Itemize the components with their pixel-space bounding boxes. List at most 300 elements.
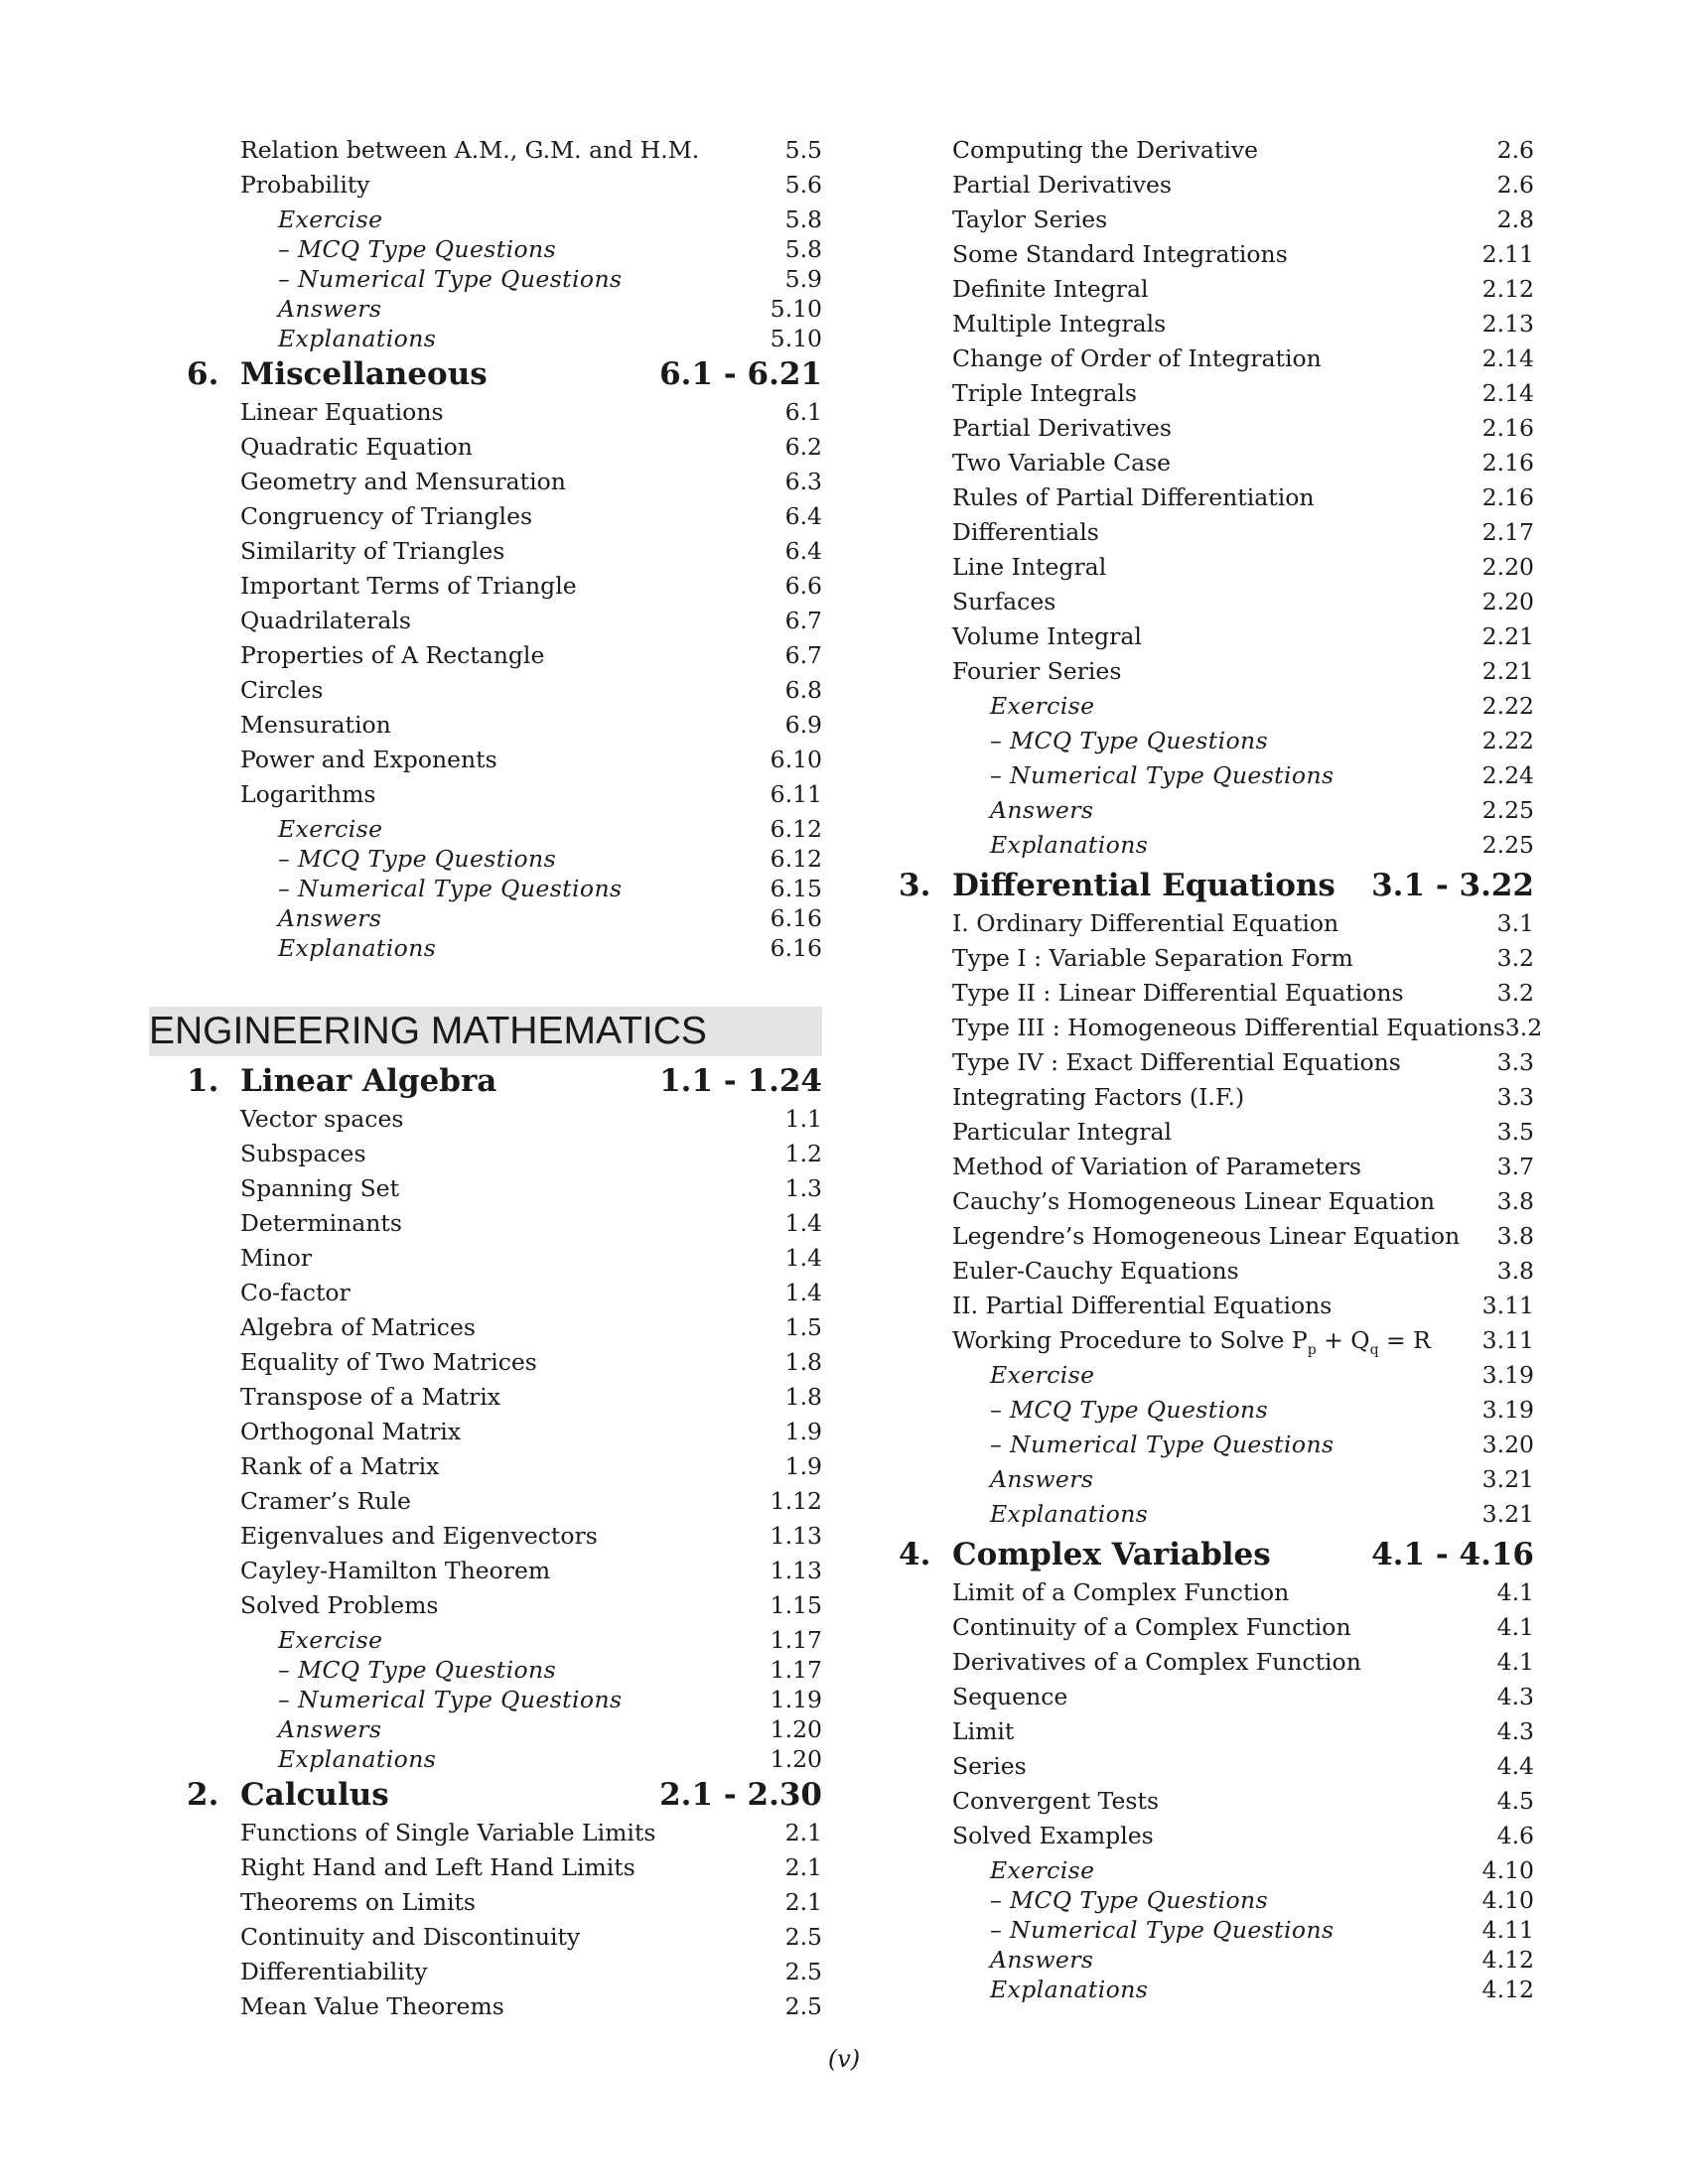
toc-entry-page: 1.9 xyxy=(784,1452,822,1480)
toc-entry-page: 5.9 xyxy=(784,265,822,293)
toc-entry-page: 1.8 xyxy=(784,1383,822,1411)
toc-entry-title: – MCQ Type Questions xyxy=(278,1656,557,1684)
toc-entry[interactable] xyxy=(187,502,822,540)
toc-entry-page: 3.2 xyxy=(1496,979,1534,1007)
formula-subscript-p: p xyxy=(1307,1342,1317,1358)
toc-entry-page: 6.12 xyxy=(770,815,822,843)
toc-entry-page: 6.3 xyxy=(784,468,822,495)
toc-entry-title: Answers xyxy=(990,796,1094,824)
toc-entry[interactable] xyxy=(899,414,1534,452)
toc-entry-page: 3.3 xyxy=(1496,1048,1534,1076)
toc-entry-title: – Numerical Type Questions xyxy=(990,761,1335,789)
toc-entry-title xyxy=(899,1326,1431,1358)
toc-entry-page: 2.5 xyxy=(784,1923,822,1951)
toc-entry-page: 1.19 xyxy=(770,1686,822,1713)
toc-entry-title: II. Partial Differential Equations xyxy=(952,1292,1333,1319)
toc-entry-title: Exercise xyxy=(278,205,383,233)
toc-entry-page: 2.25 xyxy=(1481,796,1534,824)
toc-entry[interactable] xyxy=(187,711,822,749)
toc-entry-page: 4.1 xyxy=(1496,1613,1534,1641)
toc-entry[interactable] xyxy=(899,1976,1534,2008)
toc-entry[interactable] xyxy=(899,1500,1534,1538)
toc-entry-title: Exercise xyxy=(990,1856,1095,1884)
toc-entry[interactable] xyxy=(187,1244,822,1282)
toc-entry[interactable] xyxy=(187,815,822,848)
toc-entry-page: 2.16 xyxy=(1481,483,1534,511)
toc-entry[interactable] xyxy=(899,240,1534,278)
toc-entry-page: 6.7 xyxy=(784,607,822,634)
chapter-title: Complex Variables xyxy=(952,1537,1271,1572)
toc-entry[interactable] xyxy=(187,171,822,208)
toc-entry-title: Series xyxy=(952,1752,1027,1780)
toc-entry[interactable] xyxy=(187,1418,822,1455)
toc-entry-title: Surfaces xyxy=(952,588,1056,615)
toc-entry[interactable] xyxy=(187,1819,822,1856)
chapter-title: Differential Equations xyxy=(952,868,1336,903)
toc-entry[interactable] xyxy=(899,657,1534,695)
toc-entry-page: 6.8 xyxy=(784,676,822,704)
toc-entry-title: Properties of A Rectangle xyxy=(240,641,545,669)
toc-entry[interactable] xyxy=(899,1083,1534,1121)
toc-entry[interactable] xyxy=(187,1853,822,1891)
toc-entry[interactable] xyxy=(187,1958,822,1995)
toc-entry-title: Convergent Tests xyxy=(952,1787,1160,1815)
toc-entry-page: 6.4 xyxy=(784,502,822,530)
toc-entry-page: 5.8 xyxy=(784,235,822,263)
toc-entry[interactable] xyxy=(899,344,1534,382)
toc-entry[interactable] xyxy=(899,1822,1534,1859)
toc-entry-page: 2.5 xyxy=(784,1992,822,2020)
toc-entry-title: Right Hand and Left Hand Limits xyxy=(240,1853,635,1881)
toc-entry-title: Power and Exponents xyxy=(240,746,497,773)
toc-entry-title: Answers xyxy=(278,295,382,323)
toc-entry-title: Orthogonal Matrix xyxy=(240,1418,462,1445)
toc-entry-title: Exercise xyxy=(990,1361,1095,1389)
toc-entry[interactable] xyxy=(187,1313,822,1351)
page-number: (v) xyxy=(827,2045,861,2073)
toc-list xyxy=(899,1578,1534,2008)
toc-entry[interactable] xyxy=(187,1591,822,1629)
toc-entry-page: 6.9 xyxy=(784,711,822,739)
toc-entry-working-procedure[interactable] xyxy=(899,1326,1534,1364)
toc-entry[interactable] xyxy=(899,979,1534,1017)
toc-entry-title: Method of Variation of Parameters xyxy=(952,1153,1361,1180)
toc-entry[interactable] xyxy=(187,295,822,328)
toc-entry-title: Geometry and Mensuration xyxy=(240,468,566,495)
toc-entry-page: 4.1 xyxy=(1496,1648,1534,1676)
toc-entry-title: Legendre’s Homogeneous Linear Equation xyxy=(952,1222,1461,1250)
toc-entry-page: 3.8 xyxy=(1496,1222,1534,1250)
toc-entry[interactable] xyxy=(899,588,1534,625)
toc-entry-title: Explanations xyxy=(990,831,1149,859)
toc-entry[interactable] xyxy=(899,796,1534,834)
toc-entry[interactable] xyxy=(187,875,822,907)
toc-entry[interactable] xyxy=(899,727,1534,764)
toc-entry-page: 2.21 xyxy=(1481,657,1534,685)
toc-entry[interactable] xyxy=(187,1745,822,1778)
toc-entry-title: Equality of Two Matrices xyxy=(240,1348,537,1376)
toc-entry-title: – MCQ Type Questions xyxy=(990,727,1269,754)
toc-entry-page: 2.14 xyxy=(1481,379,1534,407)
toc-entry-title: Two Variable Case xyxy=(952,449,1172,477)
toc-entry[interactable] xyxy=(899,518,1534,556)
chapter-number: 6. xyxy=(187,356,219,392)
toc-entry-title: Sequence xyxy=(952,1683,1068,1710)
toc-entry-title: – Numerical Type Questions xyxy=(278,1686,623,1713)
toc-entry-page: 6.11 xyxy=(770,780,822,808)
toc-entry-page: 5.10 xyxy=(770,325,822,352)
toc-entry-page: 2.6 xyxy=(1496,171,1534,199)
toc-entry-page: 2.6 xyxy=(1496,136,1534,164)
toc-entry-title: Rank of a Matrix xyxy=(240,1452,440,1480)
chapter-heading-differential-equations[interactable] xyxy=(899,868,1534,912)
toc-entry[interactable] xyxy=(187,205,822,238)
toc-entry-page: 3.1 xyxy=(1496,909,1534,937)
toc-entry-page: 1.17 xyxy=(770,1626,822,1654)
toc-entry[interactable] xyxy=(899,1578,1534,1616)
toc-entry-page: 3.3 xyxy=(1496,1083,1534,1111)
toc-entry[interactable] xyxy=(187,433,822,471)
toc-entry[interactable] xyxy=(187,1383,822,1421)
toc-entry-page: 4.6 xyxy=(1496,1822,1534,1849)
toc-entry-title: Explanations xyxy=(278,1745,437,1773)
toc-entry-page: 3.20 xyxy=(1481,1431,1534,1458)
toc-entry-page: 2.22 xyxy=(1481,692,1534,720)
toc-entry-page: 1.1 xyxy=(784,1105,822,1133)
toc-entry-page: 6.1 xyxy=(784,398,822,426)
toc-list xyxy=(899,909,1543,1329)
formula-prefix: Working Procedure to Solve P xyxy=(952,1326,1308,1354)
toc-entry-page: 3.8 xyxy=(1496,1187,1534,1215)
toc-entry-title: Line Integral xyxy=(952,553,1107,581)
toc-entry[interactable] xyxy=(899,171,1534,208)
toc-entry[interactable] xyxy=(899,205,1534,243)
toc-entry-page: 2.8 xyxy=(1496,205,1534,233)
toc-entry-title: Taylor Series xyxy=(952,205,1108,233)
toc-entry-page: 6.12 xyxy=(770,845,822,873)
toc-entry[interactable] xyxy=(187,934,822,967)
toc-entry-page: 1.4 xyxy=(784,1279,822,1306)
toc-entry[interactable] xyxy=(899,1222,1534,1260)
chapter-pages: 2.1 - 2.30 xyxy=(659,1777,822,1813)
toc-entry[interactable] xyxy=(899,483,1534,521)
toc-left-column xyxy=(149,136,822,2030)
toc-entry-page: 2.20 xyxy=(1481,588,1534,615)
toc-entry[interactable] xyxy=(899,553,1534,591)
toc-entry-page: 3.5 xyxy=(1496,1118,1534,1146)
toc-entry[interactable] xyxy=(187,1626,822,1659)
toc-right-column xyxy=(899,136,1543,2008)
toc-entry-page: 1.4 xyxy=(784,1209,822,1237)
toc-entry-page: 4.10 xyxy=(1481,1886,1534,1914)
toc-list xyxy=(899,1361,1534,1538)
toc-entry-title: – MCQ Type Questions xyxy=(278,235,557,263)
toc-entry-title: Co-factor xyxy=(240,1279,351,1306)
toc-entry-page: 2.24 xyxy=(1481,761,1534,789)
toc-entry-page: 5.6 xyxy=(784,171,822,199)
toc-entry[interactable] xyxy=(187,845,822,878)
toc-entry-title: Partial Derivatives xyxy=(952,171,1172,199)
toc-entry-page: 2.13 xyxy=(1481,310,1534,338)
chapter-number: 1. xyxy=(187,1063,219,1099)
toc-entry-title: Subspaces xyxy=(240,1140,366,1167)
toc-entry[interactable] xyxy=(899,1886,1534,1919)
toc-entry[interactable] xyxy=(187,607,822,644)
toc-entry-page: 1.3 xyxy=(784,1174,822,1202)
chapter-heading-complex-variables[interactable] xyxy=(899,1537,1534,1581)
toc-entry-title: Theorems on Limits xyxy=(240,1888,476,1916)
toc-entry-page: 1.4 xyxy=(784,1244,822,1272)
toc-entry-title: Euler-Cauchy Equations xyxy=(952,1257,1239,1285)
toc-entry-page: 1.20 xyxy=(770,1745,822,1773)
toc-entry-title: – MCQ Type Questions xyxy=(990,1396,1269,1424)
toc-entry-title: Continuity of a Complex Function xyxy=(952,1613,1351,1641)
toc-entry-page: 4.4 xyxy=(1496,1752,1534,1780)
toc-entry[interactable] xyxy=(899,275,1534,313)
toc-entry-title: Exercise xyxy=(990,692,1095,720)
toc-entry-page: 1.13 xyxy=(770,1557,822,1584)
toc-entry-page: 4.5 xyxy=(1496,1787,1534,1815)
toc-entry[interactable] xyxy=(899,1648,1534,1686)
toc-entry-title: Vector spaces xyxy=(240,1105,404,1133)
toc-entry-title: Type IV : Exact Differential Equations xyxy=(952,1048,1401,1076)
toc-entry-title: Definite Integral xyxy=(952,275,1149,303)
toc-entry-title: Answers xyxy=(990,1946,1094,1974)
toc-entry[interactable] xyxy=(187,1140,822,1177)
toc-entry[interactable] xyxy=(899,1465,1534,1503)
chapter-heading-miscellaneous[interactable] xyxy=(187,356,822,401)
toc-entry-title: Solved Problems xyxy=(240,1591,439,1619)
toc-entry-page: 2.17 xyxy=(1481,518,1534,546)
toc-entry-page: 1.12 xyxy=(770,1487,822,1515)
toc-entry-title: – Numerical Type Questions xyxy=(278,875,623,902)
toc-entry-title: Important Terms of Triangle xyxy=(240,572,577,600)
toc-entry-title: Integrating Factors (I.F.) xyxy=(952,1083,1245,1111)
toc-entry[interactable] xyxy=(187,1992,822,2030)
toc-entry-page: 3.21 xyxy=(1481,1500,1534,1528)
toc-entry-page: 4.1 xyxy=(1496,1578,1534,1606)
chapter-number: 3. xyxy=(899,868,931,903)
toc-entry-title: Explanations xyxy=(278,325,437,352)
toc-entry-title: Multiple Integrals xyxy=(952,310,1167,338)
formula-mid: + Q xyxy=(1316,1326,1370,1354)
toc-entry[interactable] xyxy=(899,1014,1543,1051)
toc-entry[interactable] xyxy=(187,1487,822,1525)
toc-entry-page: 1.5 xyxy=(784,1313,822,1341)
toc-entry-title: Type I : Variable Separation Form xyxy=(952,944,1353,972)
chapter-heading-linear-algebra[interactable] xyxy=(187,1063,822,1108)
toc-entry-page: 2.16 xyxy=(1481,449,1534,477)
toc-entry-title: Similarity of Triangles xyxy=(240,537,505,565)
toc-entry-page: 4.10 xyxy=(1481,1856,1534,1884)
toc-entry-title: Some Standard Integrations xyxy=(952,240,1288,268)
toc-entry-page: 5.5 xyxy=(784,136,822,164)
toc-entry[interactable] xyxy=(187,904,822,937)
toc-entry[interactable] xyxy=(187,1452,822,1490)
toc-entry[interactable] xyxy=(899,944,1534,982)
toc-entry-page: 3.8 xyxy=(1496,1257,1534,1285)
toc-entry[interactable] xyxy=(899,449,1534,486)
toc-entry[interactable] xyxy=(899,1048,1534,1086)
toc-entry[interactable] xyxy=(899,1187,1534,1225)
toc-entry[interactable] xyxy=(187,398,822,436)
toc-entry[interactable] xyxy=(899,1946,1534,1979)
toc-entry[interactable] xyxy=(899,379,1534,417)
toc-list xyxy=(187,1819,822,2030)
toc-entry-title: Minor xyxy=(240,1244,313,1272)
toc-entry-page: 2.21 xyxy=(1481,622,1534,650)
toc-entry-title: Quadratic Equation xyxy=(240,433,473,461)
toc-entry[interactable] xyxy=(899,1916,1534,1949)
toc-entry-page: 2.1 xyxy=(784,1888,822,1916)
formula-suffix: = R xyxy=(1378,1326,1431,1354)
toc-entry-title: Relation between A.M., G.M. and H.M. xyxy=(240,136,700,164)
toc-entry[interactable] xyxy=(187,265,822,298)
toc-entry[interactable] xyxy=(899,1752,1534,1790)
toc-entry-page: 3.2 xyxy=(1496,944,1534,972)
toc-entry[interactable] xyxy=(899,1396,1534,1433)
toc-entry-title: Differentiability xyxy=(240,1958,428,1985)
chapter-pages: 3.1 - 3.22 xyxy=(1371,868,1534,903)
toc-entry-page: 4.12 xyxy=(1481,1976,1534,2003)
toc-entry-title: Solved Examples xyxy=(952,1822,1154,1849)
toc-entry-page: 2.12 xyxy=(1481,275,1534,303)
toc-entry[interactable] xyxy=(187,780,822,818)
toc-entry[interactable] xyxy=(899,831,1534,869)
toc-entry[interactable] xyxy=(899,1361,1534,1399)
toc-entry[interactable] xyxy=(899,1717,1534,1755)
toc-entry[interactable] xyxy=(187,136,822,174)
toc-entry-title: Differentials xyxy=(952,518,1099,546)
toc-entry-title: Explanations xyxy=(990,1500,1149,1528)
toc-entry-title: I. Ordinary Differential Equation xyxy=(952,909,1339,937)
toc-entry[interactable] xyxy=(187,1174,822,1212)
toc-entry[interactable] xyxy=(899,909,1534,947)
toc-entry[interactable] xyxy=(899,1292,1534,1329)
toc-entry-title: Linear Equations xyxy=(240,398,444,426)
toc-entry[interactable] xyxy=(899,1153,1534,1190)
toc-entry-page: 3.19 xyxy=(1481,1396,1534,1424)
toc-entry[interactable] xyxy=(187,1715,822,1748)
toc-entry-title: Functions of Single Variable Limits xyxy=(240,1819,656,1846)
toc-entry[interactable] xyxy=(899,1787,1534,1825)
toc-entry-page: 5.10 xyxy=(770,295,822,323)
toc-entry-page: 6.2 xyxy=(784,433,822,461)
toc-entry-title: Logarithms xyxy=(240,780,376,808)
toc-entry-page: 2.5 xyxy=(784,1958,822,1985)
toc-entry-title: Eigenvalues and Eigenvectors xyxy=(240,1522,598,1550)
chapter-number: 4. xyxy=(899,1537,931,1572)
toc-entry-page: 4.3 xyxy=(1496,1683,1534,1710)
toc-entry-title: Exercise xyxy=(278,1626,383,1654)
toc-entry[interactable] xyxy=(187,1279,822,1316)
toc-entry-page: 4.3 xyxy=(1496,1717,1534,1745)
toc-entry-title: Probability xyxy=(240,171,370,199)
toc-entry-title: Limit xyxy=(952,1717,1015,1745)
toc-entry-page: 2.1 xyxy=(784,1853,822,1881)
toc-entry-title: Type II : Linear Differential Equations xyxy=(952,979,1404,1007)
chapter-heading-calculus[interactable] xyxy=(187,1777,822,1822)
toc-entry-title: – MCQ Type Questions xyxy=(278,845,557,873)
chapter-title: Linear Algebra xyxy=(240,1063,497,1099)
toc-entry-title: – MCQ Type Questions xyxy=(990,1886,1269,1914)
toc-entry[interactable] xyxy=(899,1257,1534,1295)
toc-entry[interactable] xyxy=(899,1683,1534,1720)
toc-entry[interactable] xyxy=(187,641,822,679)
toc-entry-title: – Numerical Type Questions xyxy=(990,1916,1335,1944)
toc-entry-page: 3.7 xyxy=(1496,1153,1534,1180)
toc-entry-title: Partial Derivatives xyxy=(952,414,1172,442)
toc-entry[interactable] xyxy=(187,572,822,610)
toc-entry-title: Explanations xyxy=(990,1976,1149,2003)
toc-entry[interactable] xyxy=(899,1613,1534,1651)
toc-entry-title: Computing the Derivative xyxy=(952,136,1259,164)
toc-entry-page: 5.8 xyxy=(784,205,822,233)
toc-entry[interactable] xyxy=(187,1348,822,1386)
toc-entry[interactable] xyxy=(187,1888,822,1926)
toc-entry[interactable] xyxy=(899,761,1534,799)
toc-list xyxy=(899,136,1534,869)
toc-entry-page: 1.2 xyxy=(784,1140,822,1167)
toc-entry-page: 1.17 xyxy=(770,1656,822,1684)
toc-entry[interactable] xyxy=(187,1522,822,1560)
toc-entry-title: Mean Value Theorems xyxy=(240,1992,504,2020)
toc-entry-page: 1.9 xyxy=(784,1418,822,1445)
toc-entry[interactable] xyxy=(899,692,1534,730)
toc-entry[interactable] xyxy=(187,1923,822,1961)
section-title: ENGINEERING MATHEMATICS xyxy=(149,1007,822,1056)
toc-entry[interactable] xyxy=(187,325,822,357)
toc-entry-title: Exercise xyxy=(278,815,383,843)
toc-entry[interactable] xyxy=(187,1686,822,1718)
toc-entry-page: 3.11 xyxy=(1481,1292,1534,1319)
toc-entry-page: 2.20 xyxy=(1481,553,1534,581)
toc-entry[interactable] xyxy=(187,468,822,505)
toc-entry[interactable] xyxy=(899,1118,1534,1156)
toc-entry-title: Cayley-Hamilton Theorem xyxy=(240,1557,551,1584)
toc-entry-page: 6.15 xyxy=(770,875,822,902)
toc-entry-page: 2.22 xyxy=(1481,727,1534,754)
toc-entry-title: – Numerical Type Questions xyxy=(990,1431,1335,1458)
toc-entry-page: 3.21 xyxy=(1481,1465,1534,1493)
toc-entry-title: Answers xyxy=(278,1715,382,1743)
toc-entry[interactable] xyxy=(187,537,822,575)
toc-entry[interactable] xyxy=(899,310,1534,347)
toc-entry[interactable] xyxy=(899,1856,1534,1889)
toc-entry-page: 4.11 xyxy=(1481,1916,1534,1944)
toc-entry[interactable] xyxy=(187,235,822,268)
toc-entry[interactable] xyxy=(187,1209,822,1247)
toc-entry-page: 1.20 xyxy=(770,1715,822,1743)
toc-entry[interactable] xyxy=(899,1433,1534,1468)
toc-entry-title: – Numerical Type Questions xyxy=(278,265,623,293)
toc-entry-page: 6.16 xyxy=(770,904,822,932)
toc-entry[interactable] xyxy=(899,136,1534,174)
toc-entry-title: Triple Integrals xyxy=(952,379,1137,407)
toc-entry[interactable] xyxy=(187,1557,822,1594)
toc-entry-title: Limit of a Complex Function xyxy=(952,1578,1290,1606)
toc-entry-title: Determinants xyxy=(240,1209,402,1237)
toc-entry-page: 6.7 xyxy=(784,641,822,669)
toc-entry[interactable] xyxy=(187,1105,822,1143)
toc-entry[interactable] xyxy=(187,746,822,783)
toc-entry[interactable] xyxy=(187,1656,822,1689)
toc-entry[interactable] xyxy=(899,622,1534,660)
toc-entry-title: Algebra of Matrices xyxy=(240,1313,476,1341)
toc-entry-title: Volume Integral xyxy=(952,622,1142,650)
toc-entry-page: 6.6 xyxy=(784,572,822,600)
toc-entry[interactable] xyxy=(187,676,822,714)
